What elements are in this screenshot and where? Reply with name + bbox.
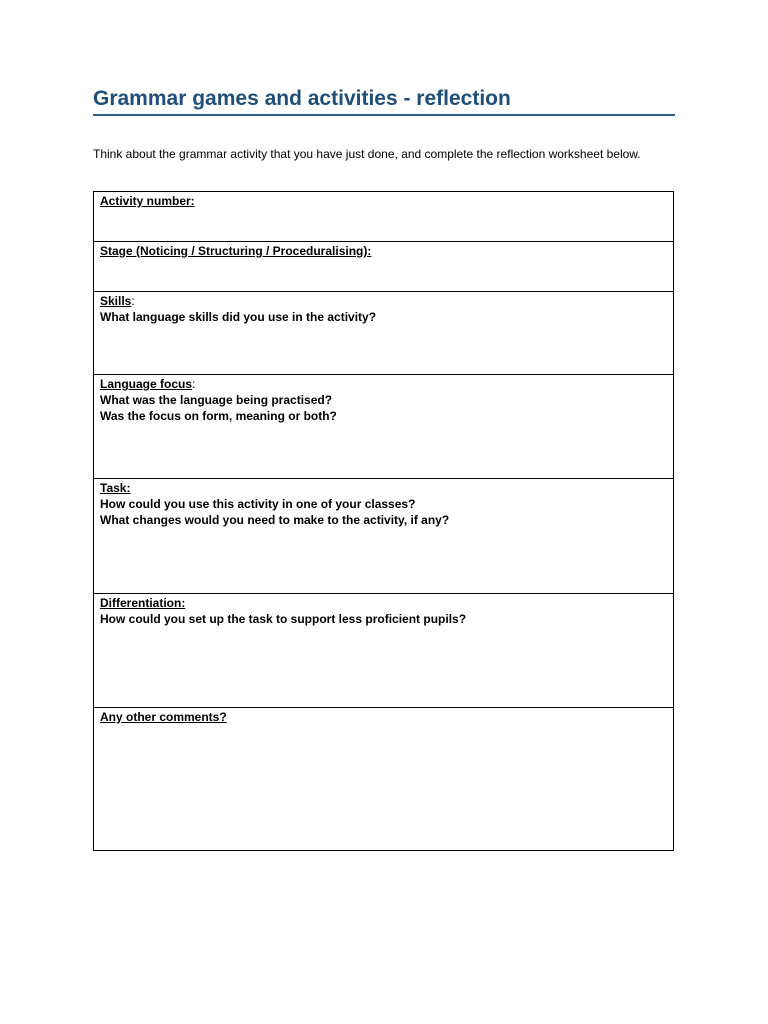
stage-cell[interactable] bbox=[94, 242, 674, 292]
differentiation-cell[interactable] bbox=[94, 594, 674, 708]
activity-number-cell[interactable] bbox=[94, 192, 674, 242]
language-focus-label: Language focus bbox=[100, 377, 193, 391]
worksheet-row-other-comments bbox=[94, 708, 674, 851]
worksheet-row-task bbox=[94, 479, 674, 594]
skills-question-1: What language skills did you use in the activity? bbox=[100, 310, 377, 324]
task-cell[interactable] bbox=[94, 479, 674, 594]
page-title: Grammar games and activities - reflection bbox=[93, 86, 675, 116]
other-comments-label: Any other comments? bbox=[100, 710, 227, 724]
worksheet-row-activity-number bbox=[94, 192, 674, 242]
language-focus-question-2: Was the focus on form, meaning or both? bbox=[100, 409, 337, 423]
differentiation-question-1: How could you set up the task to support less proficient pupils? bbox=[100, 612, 467, 626]
worksheet-row-language-focus bbox=[94, 375, 674, 479]
skills-label-colon: : bbox=[131, 294, 135, 308]
worksheet-row-stage bbox=[94, 242, 674, 292]
worksheet-row-differentiation bbox=[94, 594, 674, 708]
language-focus-question-1: What was the language being practised? bbox=[100, 393, 333, 407]
task-question-2: What changes would you need to make to the activity, if any? bbox=[100, 513, 450, 527]
skills-cell[interactable] bbox=[94, 292, 674, 375]
task-label: Task: bbox=[100, 481, 131, 495]
stage-label: Stage (Noticing / Structuring / Proceduralising): bbox=[100, 244, 372, 258]
worksheet-row-skills bbox=[94, 292, 674, 375]
task-question-1: How could you use this activity in one of your classes? bbox=[100, 497, 416, 511]
other-comments-cell[interactable] bbox=[94, 708, 674, 851]
intro-text: Think about the grammar activity that you have just done, and complete the reflection worksheet below. bbox=[93, 147, 641, 161]
activity-number-label: Activity number: bbox=[100, 194, 195, 208]
language-focus-cell[interactable] bbox=[94, 375, 674, 479]
reflection-worksheet-table bbox=[93, 191, 674, 851]
language-focus-label-colon: : bbox=[192, 377, 196, 391]
differentiation-label: Differentiation: bbox=[100, 596, 186, 610]
skills-label: Skills bbox=[100, 294, 132, 308]
